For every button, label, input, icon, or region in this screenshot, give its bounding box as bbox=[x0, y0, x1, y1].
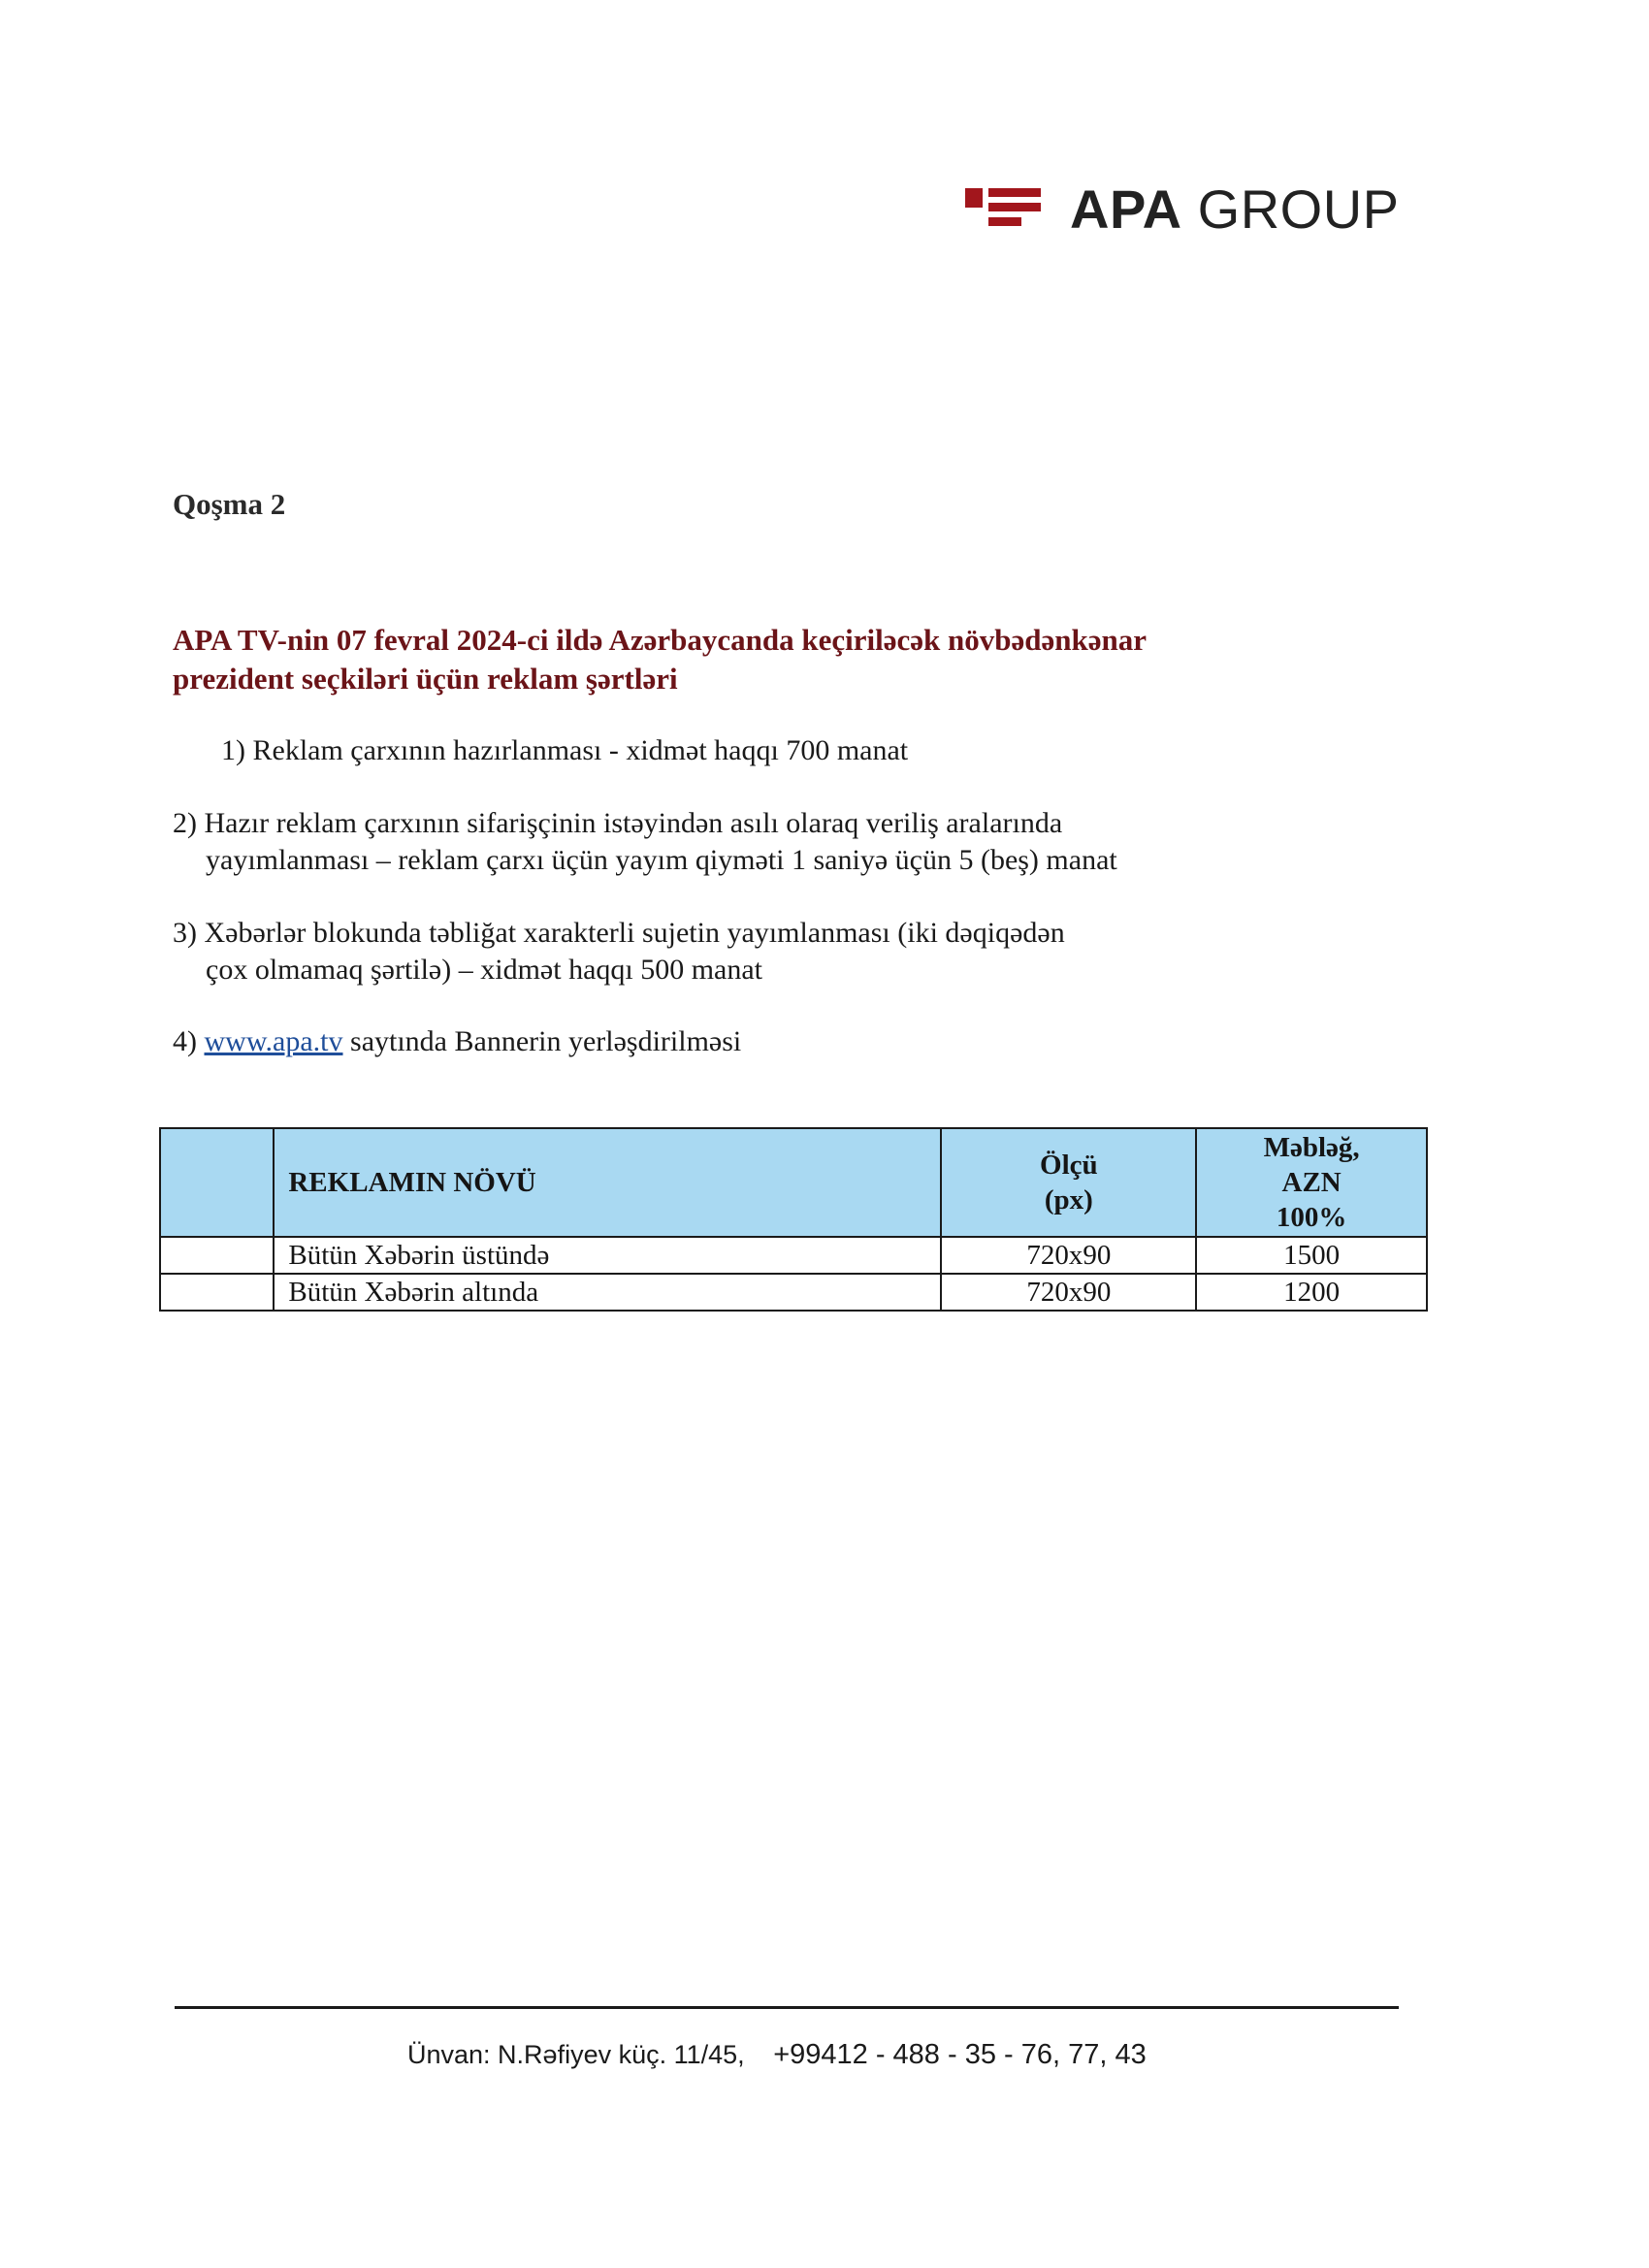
condition-item-2-line-1: 2) Hazır reklam çarxının sifarişçinin istəyindən asılı olaraq veriliş aralarında bbox=[173, 807, 1063, 839]
table-cell-empty bbox=[160, 1274, 274, 1311]
footer-divider bbox=[175, 2006, 1399, 2009]
table-cell-size: 720x90 bbox=[941, 1237, 1196, 1274]
table-header-price bbox=[1196, 1128, 1427, 1237]
footer-contact bbox=[407, 2039, 1147, 2071]
table-cell-type: Bütün Xəbərin altında bbox=[274, 1274, 941, 1311]
attachment-label: Qoşma 2 bbox=[173, 487, 286, 521]
footer-phone: +99412 - 488 - 35 - 76, 77, 43 bbox=[773, 2039, 1147, 2070]
table-cell-size: 720x90 bbox=[941, 1274, 1196, 1311]
apa-logo-icon bbox=[965, 184, 1045, 233]
table-header-size-line-1: Ölçü bbox=[1040, 1150, 1098, 1181]
title-line-1: APA TV-nin 07 fevral 2024-ci ildə Azərbaycanda keçiriləcək növbədənkənar bbox=[173, 623, 1147, 657]
document-title bbox=[173, 621, 1269, 698]
table-header-row bbox=[160, 1128, 1427, 1237]
banner-price-table bbox=[159, 1127, 1428, 1312]
condition-item-2-line-2: yayımlanması – reklam çarxı üçün yayım qiyməti 1 saniyə üçün 5 (beş) manat bbox=[206, 844, 1117, 876]
table-cell-price: 1500 bbox=[1196, 1237, 1427, 1274]
table-header-price-line-2: AZN bbox=[1281, 1167, 1342, 1198]
logo-wordmark bbox=[1070, 178, 1400, 241]
condition-item-3 bbox=[173, 915, 1065, 988]
condition-item-4 bbox=[173, 1023, 741, 1060]
table-header-size-line-2: (px) bbox=[1044, 1184, 1093, 1215]
title-line-2: prezident seçkiləri üçün reklam şərtləri bbox=[173, 662, 678, 696]
condition-item-4-text: saytında Bannerin yerləşdirilməsi bbox=[350, 1025, 742, 1057]
table-header-type bbox=[274, 1128, 941, 1237]
logo-brand-strong: APA bbox=[1070, 178, 1182, 240]
table-row bbox=[160, 1274, 1427, 1311]
apa-tv-link[interactable]: www.apa.tv bbox=[204, 1025, 343, 1057]
logo-brand-light: GROUP bbox=[1197, 178, 1400, 240]
table-header-price-line-1: Məbləğ, bbox=[1263, 1132, 1360, 1163]
table-cell-price: 1200 bbox=[1196, 1274, 1427, 1311]
table-row bbox=[160, 1237, 1427, 1274]
table-header-size bbox=[941, 1128, 1196, 1237]
apa-group-logo bbox=[965, 175, 1402, 243]
condition-item-4-number: 4) bbox=[173, 1025, 197, 1057]
table-header-type-label: REKLAMIN NÖVÜ bbox=[288, 1167, 536, 1198]
condition-item-3-line-1: 3) Xəbərlər blokunda təbliğat xarakterli sujetin yayımlanması (iki dəqiqədən bbox=[173, 917, 1065, 949]
table-header-empty bbox=[160, 1128, 274, 1237]
condition-item-3-line-2: çox olmamaq şərtilə) – xidmət haqqı 500 manat bbox=[206, 954, 763, 986]
table-cell-empty bbox=[160, 1237, 274, 1274]
condition-item-2 bbox=[173, 805, 1117, 879]
table-cell-type: Bütün Xəbərin üstündə bbox=[274, 1237, 941, 1274]
condition-item-1: 1) Reklam çarxının hazırlanması - xidmət haqqı 700 manat bbox=[221, 734, 909, 766]
table-header-price-line-3: 100% bbox=[1276, 1202, 1347, 1233]
footer-address: Ünvan: N.Rəfiyev küç. 11/45, bbox=[407, 2040, 745, 2069]
